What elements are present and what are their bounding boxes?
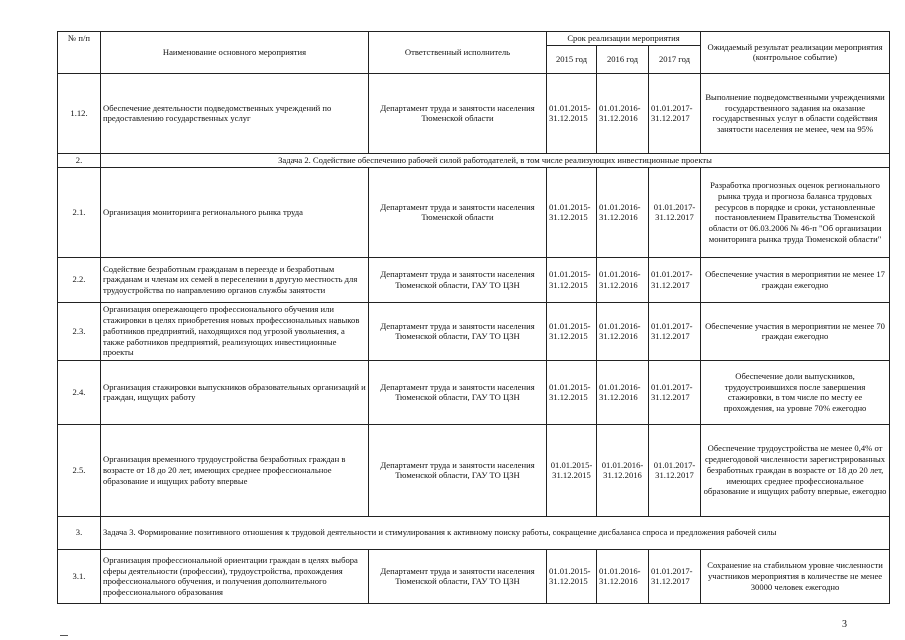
task-row — [58, 153, 890, 167]
row-name: Обеспечение деятельности подведомственных учреждений по предоставлению государственных услуг — [101, 73, 369, 153]
row-executor: Департамент труда и занятости населения Тюменской области, ГАУ ТО ЦЗН — [369, 360, 547, 424]
header-year-2015: 2015 год — [547, 45, 597, 73]
table-row — [58, 257, 890, 302]
table-body — [58, 73, 890, 603]
row-result: Обеспечение доли выпускников, трудоустроившихся после завершения стажировки, в том числе по месту ее прохождения, на уровне 70% ежегодно — [701, 360, 890, 424]
table-row — [58, 167, 890, 257]
page-number: 3 — [842, 619, 847, 630]
row-2017: 01.01.2017-31.12.2017 — [649, 360, 701, 424]
table-row — [58, 424, 890, 516]
task-title: Задача 3. Формирование позитивного отношения к трудовой деятельности и стимулирования к активному поиску работы, сокращение дисбаланса спроса и предложения рабочей силы — [101, 516, 890, 549]
row-2017: 01.01.2017-31.12.2017 — [649, 302, 701, 360]
table-row — [58, 73, 890, 153]
task-num: 3. — [58, 516, 101, 549]
row-num: 3.1. — [58, 549, 101, 603]
row-num: 2.1. — [58, 167, 101, 257]
row-result: Сохранение на стабильном уровне численности участников мероприятия в количестве не менее 30000 человек ежегодно — [701, 549, 890, 603]
header-year-2017: 2017 год — [649, 45, 701, 73]
row-2015: 01.01.2015-31.12.2015 — [547, 360, 597, 424]
row-num: 2.2. — [58, 257, 101, 302]
row-result: Разработка прогнозных оценок регионального рынка труда и прогноза баланса трудовых ресурсов в порядке и сроки, установленные постановлением Правительства Тюменской области от 06.03.2006 № 46-п "Об организации мониторинга рынка труда Тюменской области" — [701, 167, 890, 257]
task-num: 2. — [58, 153, 101, 167]
row-name: Содействие безработным гражданам в переезде и безработным гражданам и членам их семей в переселении в другую местность для трудоустройства по направлению органов службы занятости — [101, 257, 369, 302]
row-2016: 01.01.2016-31.12.2016 — [597, 257, 649, 302]
row-2015: 01.01.2015-31.12.2015 — [547, 549, 597, 603]
row-executor: Департамент труда и занятости населения Тюменской области, ГАУ ТО ЦЗН — [369, 302, 547, 360]
measures-table — [57, 31, 890, 604]
row-executor: Департамент труда и занятости населения Тюменской области, ГАУ ТО ЦЗН — [369, 257, 547, 302]
row-2016: 01.01.2016-31.12.2016 — [597, 424, 649, 516]
row-2015: 01.01.2015-31.12.2015 — [547, 302, 597, 360]
row-2015: 01.01.2015-31.12.2015 — [547, 73, 597, 153]
row-executor: Департамент труда и занятости населения Тюменской области, ГАУ ТО ЦЗН — [369, 424, 547, 516]
row-2016: 01.01.2016-31.12.2016 — [597, 360, 649, 424]
task-row — [58, 516, 890, 549]
row-2017: 01.01.2017-31.12.2017 — [649, 424, 701, 516]
task-title: Задача 2. Содействие обеспечению рабочей силой работодателей, в том числе реализующих инвестиционные проекты — [101, 153, 890, 167]
row-executor: Департамент труда и занятости населения Тюменской области — [369, 167, 547, 257]
row-2015: 01.01.2015-31.12.2015 — [547, 167, 597, 257]
row-num: 1.12. — [58, 73, 101, 153]
row-name: Организация временного трудоустройства безработных граждан в возрасте от 18 до 20 лет, имеющих среднее профессиональное образование и ищущих работу впервые — [101, 424, 369, 516]
row-2016: 01.01.2016-31.12.2016 — [597, 167, 649, 257]
row-executor: Департамент труда и занятости населения Тюменской области, ГАУ ТО ЦЗН — [369, 549, 547, 603]
row-2016: 01.01.2016-31.12.2016 — [597, 302, 649, 360]
row-name: Организация мониторинга регионального рынка труда — [101, 167, 369, 257]
header-name: Наименование основного мероприятия — [101, 32, 369, 74]
scan-mark — [60, 635, 68, 636]
row-2015: 01.01.2015-31.12.2015 — [547, 424, 597, 516]
row-2017: 01.01.2017-31.12.2017 — [649, 549, 701, 603]
row-result: Обеспечение участия в мероприятии не менее 17 граждан ежегодно — [701, 257, 890, 302]
row-executor: Департамент труда и занятости населения Тюменской области — [369, 73, 547, 153]
row-2017: 01.01.2017-31.12.2017 — [649, 73, 701, 153]
row-num: 2.5. — [58, 424, 101, 516]
table-header — [58, 32, 890, 74]
header-executor: Ответственный исполнитель — [369, 32, 547, 74]
row-num: 2.4. — [58, 360, 101, 424]
header-year-2016: 2016 год — [597, 45, 649, 73]
row-result: Обеспечение участия в мероприятии не менее 70 граждан ежегодно — [701, 302, 890, 360]
row-2016: 01.01.2016-31.12.2016 — [597, 549, 649, 603]
row-result: Выполнение подведомственными учреждениями государственного задания на оказание государственных услуг в области содействия занятости населения не менее, чем на 95% — [701, 73, 890, 153]
row-result: Обеспечение трудоустройства не менее 0,4% от среднегодовой численности зарегистрированных безработных граждан в возрасте от 18 до 20 лет, имеющих среднее профессиональное образование и ищущих работу впервые, ежегодно — [701, 424, 890, 516]
row-name: Организация опережающего профессионального обучения или стажировки в целях приобретения новых профессиональных навыков работников предприятий, находящихся под угрозой увольнения, а также работников предприятий, реализующих инвестиционные проекты — [101, 302, 369, 360]
header-period: Срок реализации мероприятия — [547, 32, 701, 46]
row-name: Организация стажировки выпускников образовательных организаций и граждан, ищущих работу — [101, 360, 369, 424]
row-2015: 01.01.2015-31.12.2015 — [547, 257, 597, 302]
row-num: 2.3. — [58, 302, 101, 360]
header-num: № п/п — [58, 32, 101, 74]
table-row — [58, 360, 890, 424]
table-row — [58, 549, 890, 603]
header-result: Ожидаемый результат реализации мероприятия (контрольное событие) — [701, 32, 890, 74]
row-2017: 01.01.2017-31.12.2017 — [649, 167, 701, 257]
table-row — [58, 302, 890, 360]
row-name: Организация профессиональной ориентации граждан в целях выбора сферы деятельности (профессии), трудоустройства, прохождения профессионального обучения, и получения дополнительного профессионального образования — [101, 549, 369, 603]
row-2016: 01.01.2016-31.12.2016 — [597, 73, 649, 153]
row-2017: 01.01.2017-31.12.2017 — [649, 257, 701, 302]
